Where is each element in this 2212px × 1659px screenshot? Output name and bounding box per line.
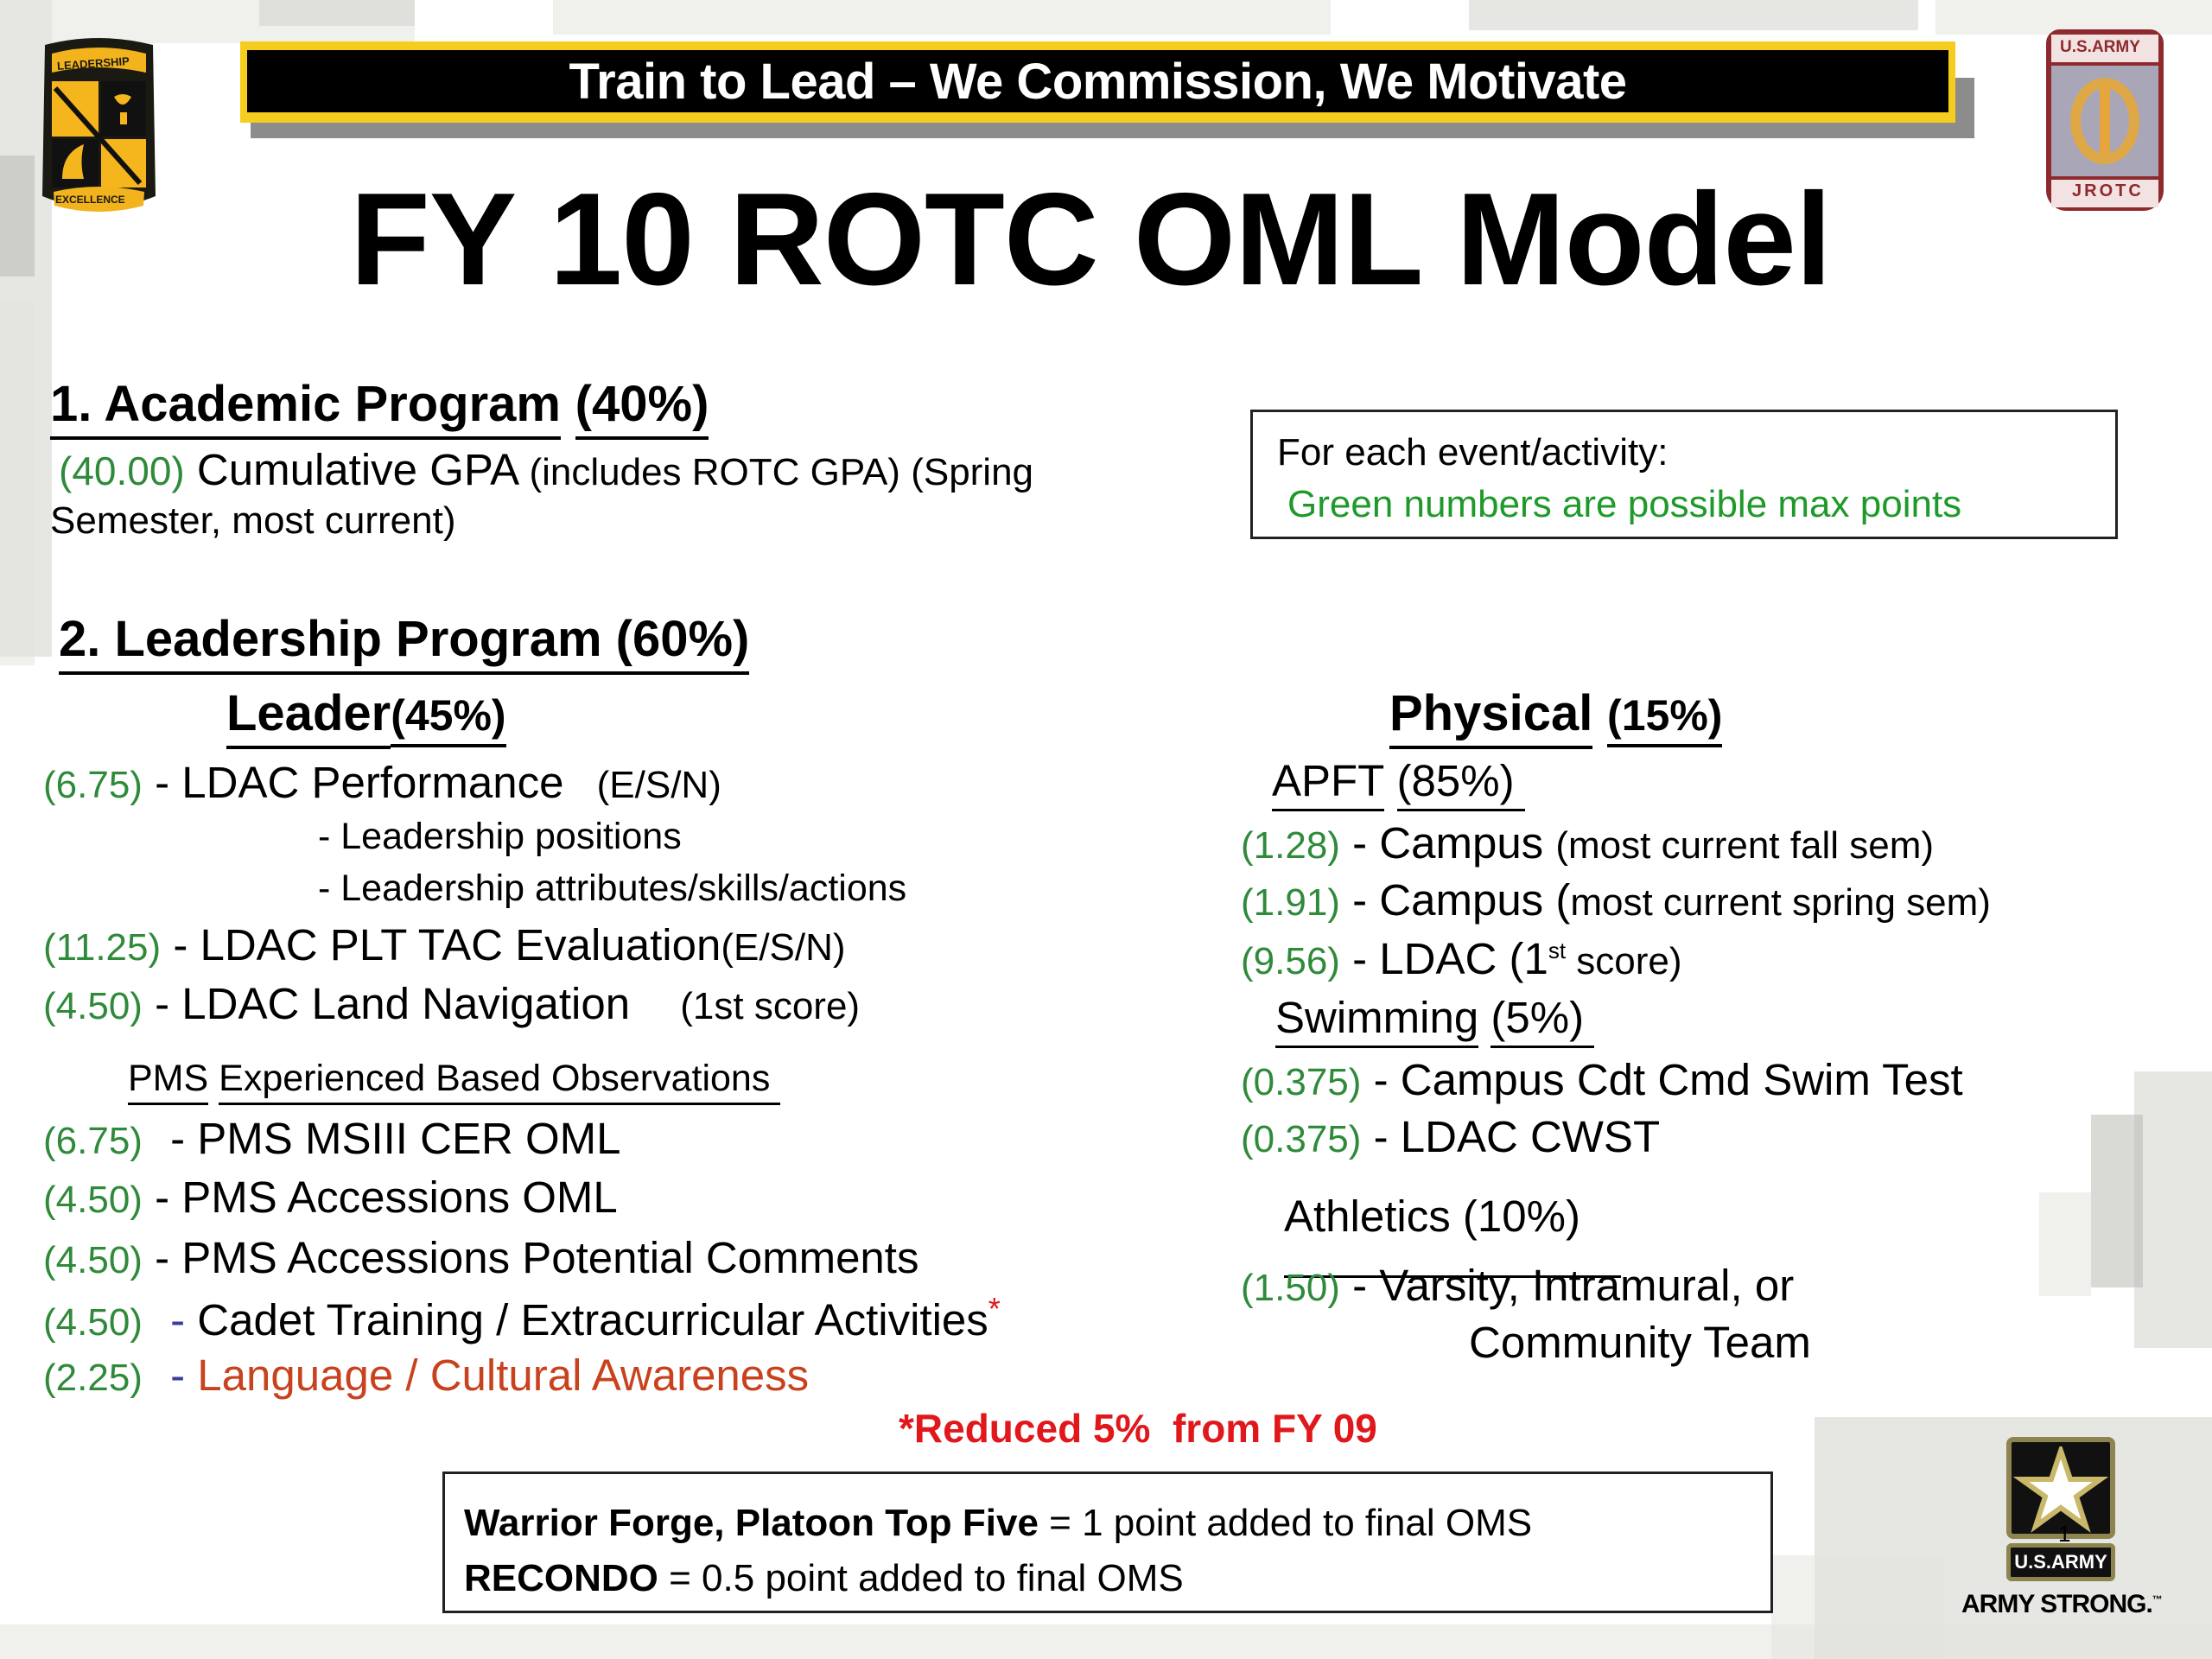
army-plate-text: U.S.ARMY bbox=[2014, 1551, 2107, 1573]
athletics-item-cont: Community Team bbox=[1469, 1318, 1811, 1367]
jrotc-logo bbox=[2041, 24, 2171, 219]
page-title: FY 10 ROTC OML Model bbox=[350, 166, 1832, 313]
physical-heading: Physical (15%) bbox=[1389, 683, 1722, 749]
points-value: (1.50) bbox=[1241, 1267, 1340, 1309]
bonus-line-2: RECONDO = 0.5 point added to final OMS bbox=[464, 1557, 1184, 1599]
athletics-heading: Athletics (10%) bbox=[1284, 1192, 1580, 1241]
army-strong-tagline: ARMY STRONG.™ bbox=[1961, 1590, 2162, 1618]
leader-item: (4.50) - LDAC Land Navigation (1st score) bbox=[43, 979, 861, 1028]
star-icon bbox=[2013, 1446, 2108, 1533]
swimming-item: (0.375) - LDAC CWST bbox=[1241, 1112, 1661, 1161]
bonus-line-1: Warrior Forge, Platoon Top Five = 1 point added to final OMS bbox=[464, 1502, 1533, 1544]
leader-subitem: - Leadership positions bbox=[318, 816, 682, 857]
legend-box bbox=[1250, 410, 2118, 539]
leader-heading: Leader(45%) bbox=[226, 683, 506, 749]
apft-item: (1.28) - Campus (most current fall sem) bbox=[1241, 818, 1934, 868]
points-value: (0.375) bbox=[1241, 1118, 1362, 1160]
footnote: *Reduced 5% from FY 09 bbox=[899, 1406, 1377, 1451]
logo-top-text: U.S.ARMY bbox=[2060, 38, 2140, 56]
academic-gpa-line: (40.00) Cumulative GPA (includes ROTC GPA) (Spring bbox=[59, 445, 1034, 494]
points-value: (6.75) bbox=[43, 764, 143, 806]
apft-heading: APFT (85%) bbox=[1272, 755, 1525, 811]
pms-item: (6.75) - PMS MSIII CER OML bbox=[43, 1114, 621, 1163]
points-value: (1.28) bbox=[1241, 824, 1340, 867]
pms-item: (4.50) - PMS Accessions OML bbox=[43, 1173, 618, 1222]
leader-item: (6.75) - LDAC Performance (E/S/N) bbox=[43, 758, 721, 807]
apft-item: (1.91) - Campus (most current spring sem) bbox=[1241, 875, 1991, 925]
logo-bottom-text: JROTC bbox=[2072, 181, 2144, 200]
points-value: (0.375) bbox=[1241, 1061, 1362, 1103]
leadership-heading: 2. Leadership Program (60%) bbox=[59, 608, 749, 675]
pms-item: (2.25) - Language / Cultural Awareness bbox=[43, 1351, 810, 1400]
leadership-excellence-logo bbox=[36, 36, 162, 214]
pms-heading: PMS Experienced Based Observations bbox=[128, 1058, 780, 1105]
pms-item: (4.50) - PMS Accessions Potential Comments bbox=[43, 1233, 919, 1282]
points-value: (9.56) bbox=[1241, 940, 1340, 982]
motto-text: Train to Lead – We Commission, We Motivate bbox=[569, 53, 1627, 110]
points-value: (4.50) bbox=[43, 1301, 143, 1344]
legend-line-2: Green numbers are possible max points bbox=[1287, 483, 1962, 525]
torch-icon bbox=[2100, 85, 2110, 154]
apft-item: (9.56) - LDAC (1st score) bbox=[1241, 934, 1682, 983]
academic-gpa-detail: Semester, most current) bbox=[50, 499, 456, 542]
motto-banner bbox=[240, 41, 1955, 123]
points-value: (2.25) bbox=[43, 1357, 143, 1399]
points-value: (11.25) bbox=[43, 926, 162, 969]
army-strong-logo bbox=[1961, 1434, 2195, 1633]
points-value: (4.50) bbox=[43, 1239, 143, 1281]
logo-top-text: LEADERSHIP bbox=[56, 54, 130, 73]
points-value: (4.50) bbox=[43, 1179, 143, 1221]
leader-item: (11.25) - LDAC PLT TAC Evaluation(E/S/N) bbox=[43, 920, 846, 969]
points-value: (6.75) bbox=[43, 1120, 143, 1162]
points-value: (40.00) bbox=[59, 448, 185, 493]
athletics-item: (1.50) - Varsity, Intramural, or bbox=[1241, 1261, 1795, 1310]
legend-line-1: For each event/activity: bbox=[1277, 431, 1669, 474]
swimming-item: (0.375) - Campus Cdt Cmd Swim Test bbox=[1241, 1055, 1963, 1104]
points-value: (1.91) bbox=[1241, 881, 1340, 924]
pms-item: (4.50) - Cadet Training / Extracurricular Activities* bbox=[43, 1291, 1001, 1344]
bonus-points-box bbox=[442, 1471, 1773, 1613]
logo-bottom-text: EXCELLENCE bbox=[55, 194, 125, 206]
points-value: (4.50) bbox=[43, 985, 143, 1027]
academic-heading: 1. Academic Program (40%) bbox=[50, 373, 709, 440]
leader-subitem: - Leadership attributes/skills/actions bbox=[318, 868, 907, 909]
swimming-heading: Swimming (5%) bbox=[1275, 992, 1594, 1048]
page-number: 1 bbox=[2058, 1521, 2071, 1547]
